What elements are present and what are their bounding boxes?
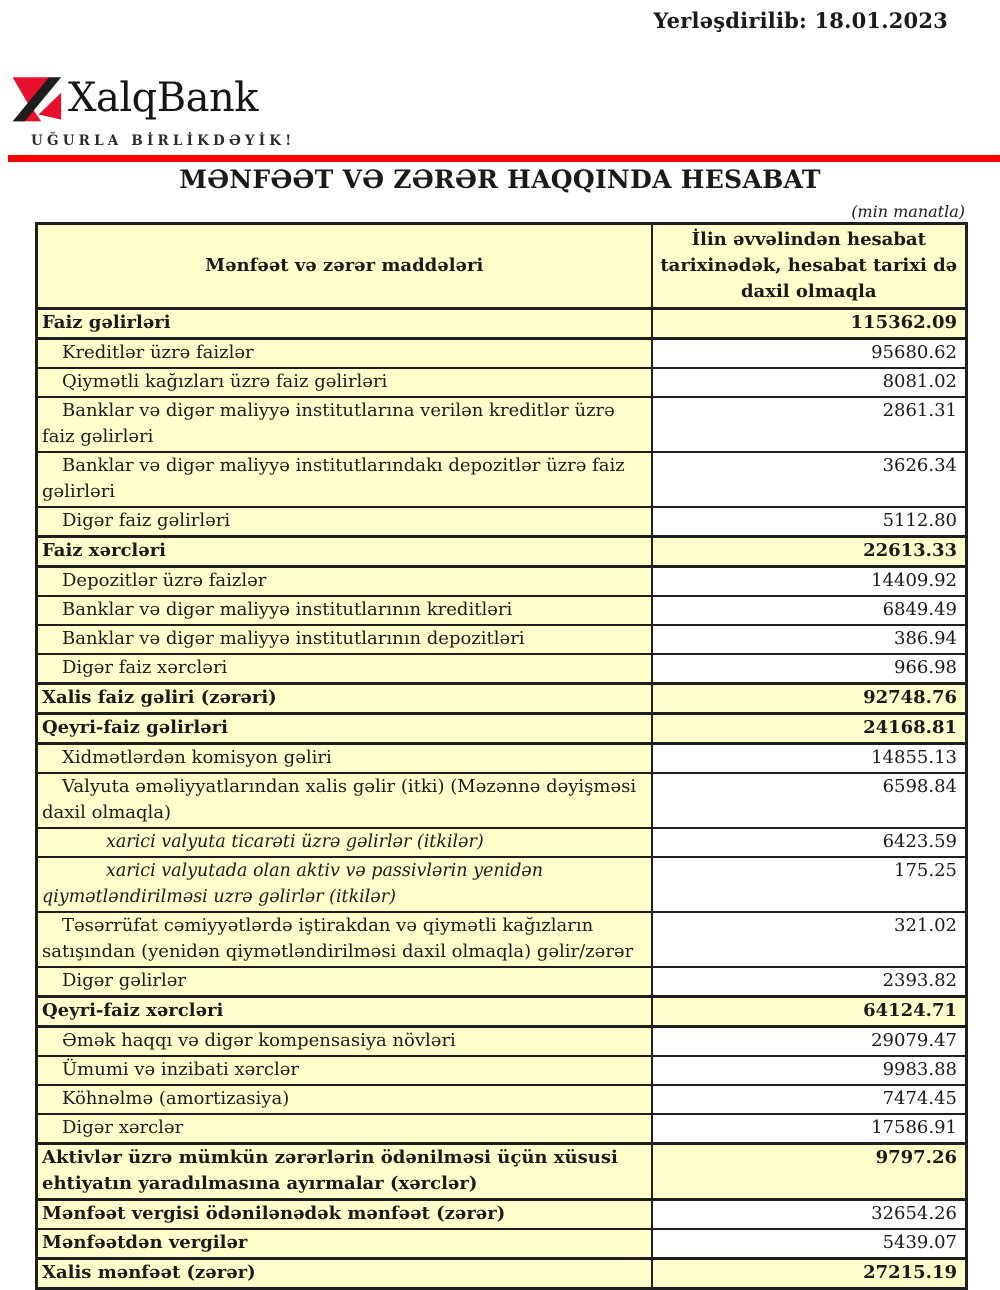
row-label: Aktivlər üzrə mümkün zərərlərin ödənilməsi üçün xüsusi ehtiyatın yaradılmasına ayırmalar (xərclər): [37, 1144, 652, 1200]
row-value: 29079.47: [652, 1027, 967, 1057]
row-value: 6598.84: [652, 773, 967, 828]
table-row: [37, 1144, 967, 1200]
row-label: Ümumi və inzibati xərclər: [37, 1056, 652, 1085]
row-value: 6423.59: [652, 828, 967, 857]
table-row: [37, 567, 967, 597]
row-label: Kreditlər üzrə faizlər: [37, 339, 652, 369]
row-label: Faiz gəlirləri: [37, 309, 652, 339]
row-value: 386.94: [652, 625, 967, 654]
row-value: 14855.13: [652, 744, 967, 774]
row-label: Əmək haqqı və digər kompensasiya növləri: [37, 1027, 652, 1057]
column-header-period: İlin əvvəlindən hesabat tarixinədək, hesabat tarixi də daxil olmaqla: [652, 224, 967, 309]
table-row: [37, 537, 967, 567]
row-value: 32654.26: [652, 1200, 967, 1230]
row-label: Faiz xərcləri: [37, 537, 652, 567]
table-row: [37, 1114, 967, 1144]
row-label: Mənfəət vergisi ödənilənədək mənfəət (zərər): [37, 1200, 652, 1230]
table-row: [37, 507, 967, 537]
row-value: 17586.91: [652, 1114, 967, 1144]
table-row: [37, 1229, 967, 1259]
table-header-row: [37, 224, 967, 309]
table-row: [37, 397, 967, 452]
row-value: 9797.26: [652, 1144, 967, 1200]
table-row: [37, 339, 967, 369]
row-label: Banklar və digər maliyyə institutlarının kreditləri: [37, 596, 652, 625]
row-value: 3626.34: [652, 452, 967, 507]
table-row: [37, 744, 967, 774]
table-row: [37, 684, 967, 714]
column-header-items: Mənfəət və zərər maddələri: [37, 224, 652, 309]
row-label: Xalis faiz gəliri (zərəri): [37, 684, 652, 714]
row-label: Köhnəlmə (amortizasiya): [37, 1085, 652, 1114]
row-value: 7474.45: [652, 1085, 967, 1114]
table-row: [37, 625, 967, 654]
unit-note: (min manatla): [851, 202, 965, 221]
published-date: Yerləşdirilib: 18.01.2023: [653, 8, 948, 33]
red-divider: [8, 155, 1000, 162]
row-label: Qeyri-faiz xərcləri: [37, 997, 652, 1027]
table-row: [37, 773, 967, 828]
logo-bank-name: XalqBank: [68, 75, 258, 121]
row-value: 966.98: [652, 654, 967, 684]
table-row: [37, 1085, 967, 1114]
row-label: xarici valyuta ticarəti üzrə gəlirlər (itkilər): [37, 828, 652, 857]
table-row: [37, 967, 967, 997]
row-label: xarici valyutada olan aktiv və passivlərin yenidən qiymətləndirilməsi uzrə gəlirlər (itkilər): [37, 857, 652, 912]
table-row: [37, 1259, 967, 1289]
row-value: 6849.49: [652, 596, 967, 625]
row-value: 9983.88: [652, 1056, 967, 1085]
table-row: [37, 857, 967, 912]
table-body: [37, 309, 967, 1289]
row-label: Digər faiz gəlirləri: [37, 507, 652, 537]
xalqbank-logo-icon: [10, 72, 62, 124]
row-label: Xidmətlərdən komisyon gəliri: [37, 744, 652, 774]
row-value: 5112.80: [652, 507, 967, 537]
table-row: [37, 368, 967, 397]
row-label: Mənfəətdən vergilər: [37, 1229, 652, 1259]
table-row: [37, 1027, 967, 1057]
row-value: 27215.19: [652, 1259, 967, 1289]
row-label: Digər xərclər: [37, 1114, 652, 1144]
row-label: Qiymətli kağızları üzrə faiz gəlirləri: [37, 368, 652, 397]
row-label: Banklar və digər maliyyə institutlarına verilən kreditlər üzrə faiz gəlirləri: [37, 397, 652, 452]
table-row: [37, 1056, 967, 1085]
row-label: Valyuta əməliyyatlarından xalis gəlir (itki) (Məzənnə dəyişməsi daxil olmaqla): [37, 773, 652, 828]
row-value: 115362.09: [652, 309, 967, 339]
row-value: 22613.33: [652, 537, 967, 567]
row-value: 2393.82: [652, 967, 967, 997]
profit-loss-table: [35, 222, 968, 1290]
row-value: 64124.71: [652, 997, 967, 1027]
row-value: 92748.76: [652, 684, 967, 714]
row-value: 14409.92: [652, 567, 967, 597]
row-value: 5439.07: [652, 1229, 967, 1259]
row-value: 24168.81: [652, 714, 967, 744]
row-label: Digər gəlirlər: [37, 967, 652, 997]
row-value: 2861.31: [652, 397, 967, 452]
row-label: Banklar və digər maliyyə institutlarının depozitləri: [37, 625, 652, 654]
table-row: [37, 997, 967, 1027]
row-value: 175.25: [652, 857, 967, 912]
table-row: [37, 828, 967, 857]
row-value: 95680.62: [652, 339, 967, 369]
table-row: [37, 654, 967, 684]
table-row: [37, 714, 967, 744]
table-row: [37, 1200, 967, 1230]
row-label: Qeyri-faiz gəlirləri: [37, 714, 652, 744]
row-label: Banklar və digər maliyyə institutlarındakı depozitlər üzrə faiz gəlirləri: [37, 452, 652, 507]
row-label: Xalis mənfəət (zərər): [37, 1259, 652, 1289]
table-row: [37, 452, 967, 507]
table-row: [37, 309, 967, 339]
logo-tagline: UĞURLA BİRLİKDƏYİK!: [31, 133, 296, 149]
table-row: [37, 596, 967, 625]
page-title: MƏNFƏƏT VƏ ZƏRƏR HAQQINDA HESABAT: [179, 165, 821, 194]
bank-logo: [10, 72, 295, 149]
row-value: 8081.02: [652, 368, 967, 397]
table-row: [37, 912, 967, 967]
row-label: Təsərrüfat cəmiyyətlərdə iştirakdan və qiymətli kağızların satışından (yenidən qiymətləndirilməsi daxil olmaqla) gəlir/zərər: [37, 912, 652, 967]
row-label: Digər faiz xərcləri: [37, 654, 652, 684]
row-label: Depozitlər üzrə faizlər: [37, 567, 652, 597]
row-value: 321.02: [652, 912, 967, 967]
